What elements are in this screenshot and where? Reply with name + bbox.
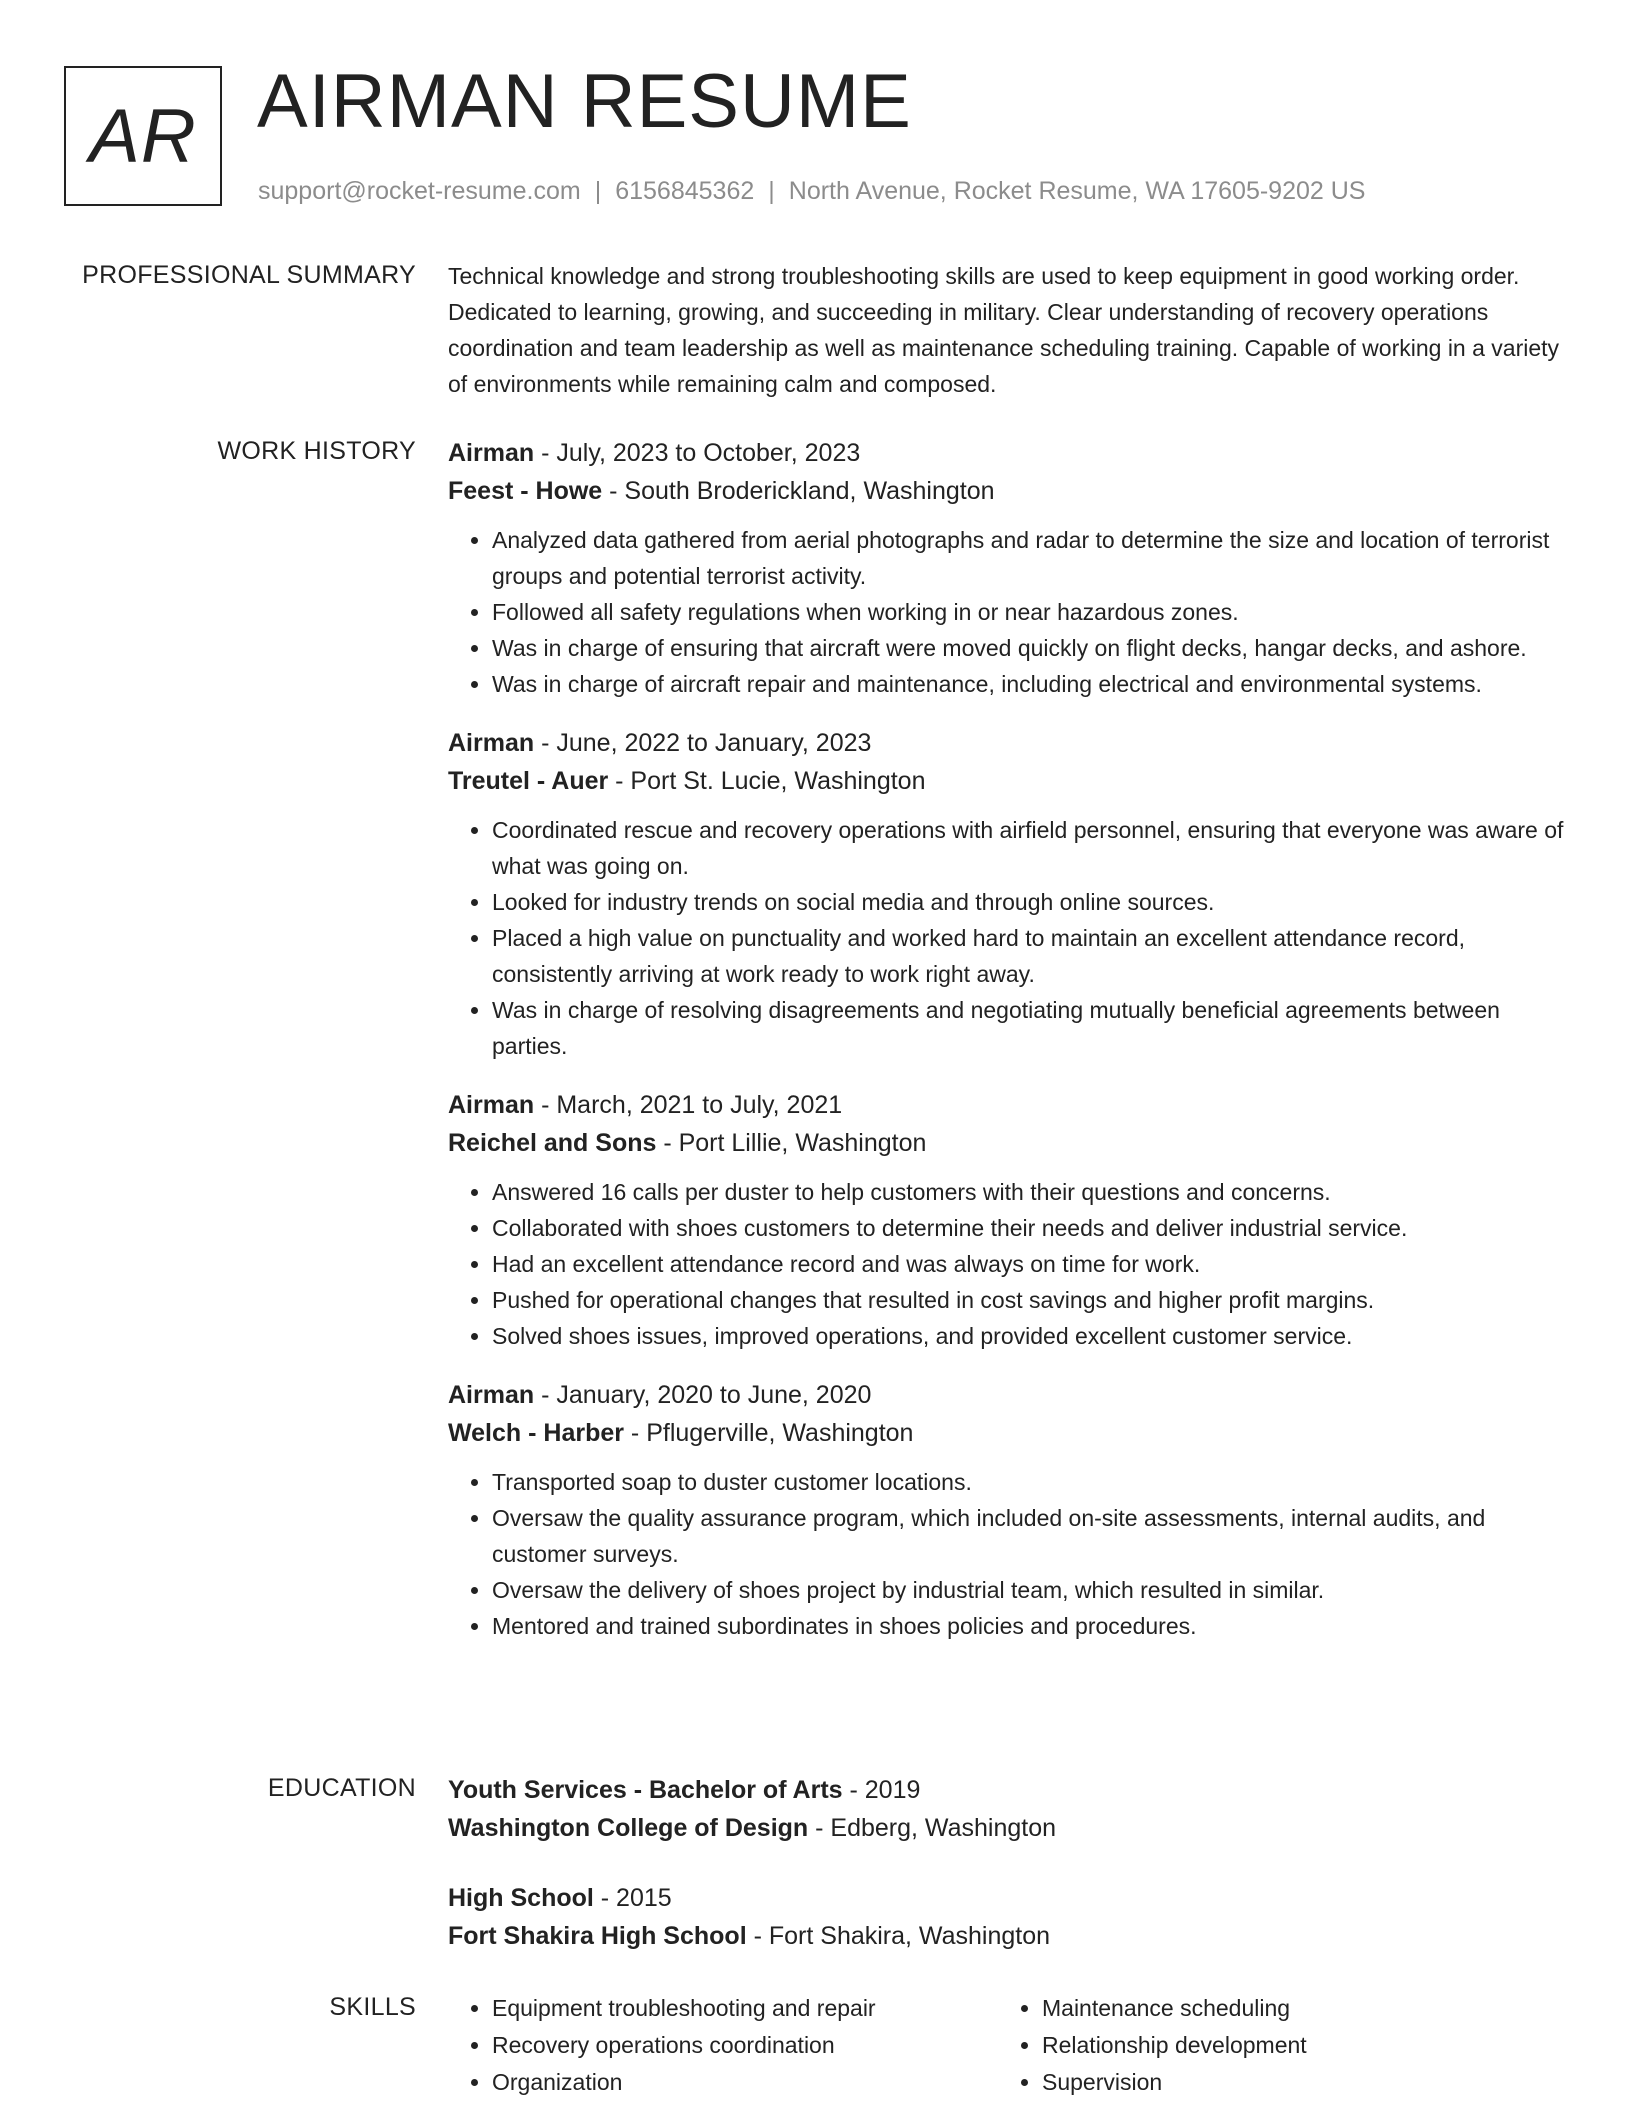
job-company-line <box>448 762 1568 800</box>
education-entry <box>448 1879 1568 1955</box>
summary-text: Technical knowledge and strong troubleshooting skills are used to keep equipment in good working order. Dedicated to learning, growing, and succeeding in military. Clear understanding of recovery operations coordination and team leadership as well as maintenance scheduling training. Capable of working in a variety of environments while remaining calm and composed. <box>448 263 1560 397</box>
job-bullet: • Oversaw the quality assurance program, which included on-site assessments, internal audits, and customer surveys. <box>492 1500 1568 1572</box>
job-company-line <box>448 472 1568 510</box>
job-bullet: • Looked for industry trends on social media and through online sources. <box>492 884 1568 920</box>
job-title: Airman <box>448 1091 535 1119</box>
education-degree-line <box>448 1879 1568 1917</box>
contact-line <box>258 174 1365 208</box>
job-bullet: • Pushed for operational changes that resulted in cost savings and higher profit margins. <box>492 1282 1568 1318</box>
contact-email: support@rocket-resume.com <box>258 177 581 205</box>
education-degree-line <box>448 1771 1568 1809</box>
skill-item: • Relationship development <box>1042 2027 1548 2064</box>
education-school: Fort Shakira High School <box>448 1922 747 1950</box>
job-location: - South Broderickland, Washington <box>602 477 995 505</box>
job-title: Airman <box>448 729 535 757</box>
job-title-line <box>448 1376 1568 1414</box>
job-entry <box>448 724 1568 1064</box>
job-bullet: • Oversaw the delivery of shoes project by industrial team, which resulted in similar. <box>492 1572 1568 1608</box>
contact-address: North Avenue, Rocket Resume, WA 17605-9202 US <box>788 177 1366 205</box>
job-company-line <box>448 1414 1568 1452</box>
skills-column-right <box>998 1990 1548 2101</box>
job-bullet: • Transported soap to duster customer locations. <box>492 1464 1568 1500</box>
monogram-badge <box>64 66 222 206</box>
skills-body <box>448 1990 1568 2101</box>
education-degree: Youth Services - Bachelor of Arts <box>448 1776 843 1804</box>
job-bullet: • Followed all safety regulations when working in or near hazardous zones. <box>492 594 1568 630</box>
job-dates: - June, 2022 to January, 2023 <box>534 729 872 757</box>
job-entry <box>448 1376 1568 1644</box>
job-bullet: • Placed a high value on punctuality and worked hard to maintain an excellent attendance record, consistently arriving at work ready to work right away. <box>492 920 1568 992</box>
job-title: Airman <box>448 439 535 467</box>
education-school-line <box>448 1809 1568 1847</box>
job-bullet: • Mentored and trained subordinates in shoes policies and procedures. <box>492 1608 1568 1644</box>
skill-item: • Maintenance scheduling <box>1042 1990 1548 2027</box>
job-bullet: • Answered 16 calls per duster to help customers with their questions and concerns. <box>492 1174 1568 1210</box>
job-title-line <box>448 434 1568 472</box>
job-bullet: • Solved shoes issues, improved operations, and provided excellent customer service. <box>492 1318 1568 1354</box>
job-dates: - July, 2023 to October, 2023 <box>534 439 861 467</box>
contact-separator: | <box>594 177 602 205</box>
job-dates: - January, 2020 to June, 2020 <box>534 1381 872 1409</box>
work-history-body <box>448 434 1568 1666</box>
skills-columns <box>448 1990 1568 2101</box>
job-title: Airman <box>448 1381 535 1409</box>
contact-separator: | <box>768 177 775 205</box>
contact-phone: 6156845362 <box>615 177 755 205</box>
job-company-line <box>448 1124 1568 1162</box>
job-company: Reichel and Sons <box>448 1129 657 1157</box>
work-history-heading: WORK HISTORY <box>217 437 416 465</box>
job-bullet: • Was in charge of resolving disagreements and negotiating mutually beneficial agreements between parties. <box>492 992 1568 1064</box>
skill-item: • Equipment troubleshooting and repair <box>492 1990 998 2027</box>
education-degree: High School <box>448 1884 594 1912</box>
job-location: - Port St. Lucie, Washington <box>608 767 926 795</box>
job-company: Feest - Howe <box>448 477 603 505</box>
job-company: Welch - Harber <box>448 1419 624 1447</box>
education-heading: EDUCATION <box>267 1774 416 1802</box>
job-location: - Port Lillie, Washington <box>656 1129 927 1157</box>
skill-item: • Organization <box>492 2064 998 2101</box>
job-bullet: • Coordinated rescue and recovery operations with airfield personnel, ensuring that everyone was aware of what was going on. <box>492 812 1568 884</box>
education-location: - Fort Shakira, Washington <box>746 1922 1051 1950</box>
job-entry <box>448 434 1568 702</box>
skill-item: • Recovery operations coordination <box>492 2027 998 2064</box>
resume-name: AIRMAN RESUME <box>257 59 912 144</box>
education-body <box>448 1771 1568 1987</box>
job-title-line <box>448 724 1568 762</box>
education-school: Washington College of Design <box>448 1814 809 1842</box>
job-dates: - March, 2021 to July, 2021 <box>534 1091 843 1119</box>
education-year: - 2015 <box>593 1884 672 1912</box>
job-bullets <box>448 522 1568 702</box>
job-bullets <box>448 1464 1568 1644</box>
skills-column-left <box>448 1990 998 2101</box>
job-bullet: • Had an excellent attendance record and was always on time for work. <box>492 1246 1568 1282</box>
job-bullets <box>448 1174 1568 1354</box>
job-entry <box>448 1086 1568 1354</box>
skills-heading: SKILLS <box>329 1993 416 2021</box>
summary-body <box>448 258 1568 402</box>
job-location: - Pflugerville, Washington <box>623 1419 914 1447</box>
job-company: Treutel - Auer <box>448 767 609 795</box>
skill-item: • Supervision <box>1042 2064 1548 2101</box>
education-school-line <box>448 1917 1568 1955</box>
education-year: - 2019 <box>842 1776 921 1804</box>
job-bullet: • Was in charge of aircraft repair and maintenance, including electrical and environmental systems. <box>492 666 1568 702</box>
job-bullet: • Analyzed data gathered from aerial photographs and radar to determine the size and location of terrorist groups and potential terrorist activity. <box>492 522 1568 594</box>
education-entry <box>448 1771 1568 1847</box>
job-bullets <box>448 812 1568 1064</box>
job-bullet: • Was in charge of ensuring that aircraft were moved quickly on flight decks, hangar decks, and ashore. <box>492 630 1568 666</box>
job-title-line <box>448 1086 1568 1124</box>
summary-heading: PROFESSIONAL SUMMARY <box>82 261 416 289</box>
job-bullet: • Collaborated with shoes customers to determine their needs and deliver industrial service. <box>492 1210 1568 1246</box>
education-location: - Edberg, Washington <box>808 1814 1057 1842</box>
monogram-text: AR <box>89 93 197 179</box>
